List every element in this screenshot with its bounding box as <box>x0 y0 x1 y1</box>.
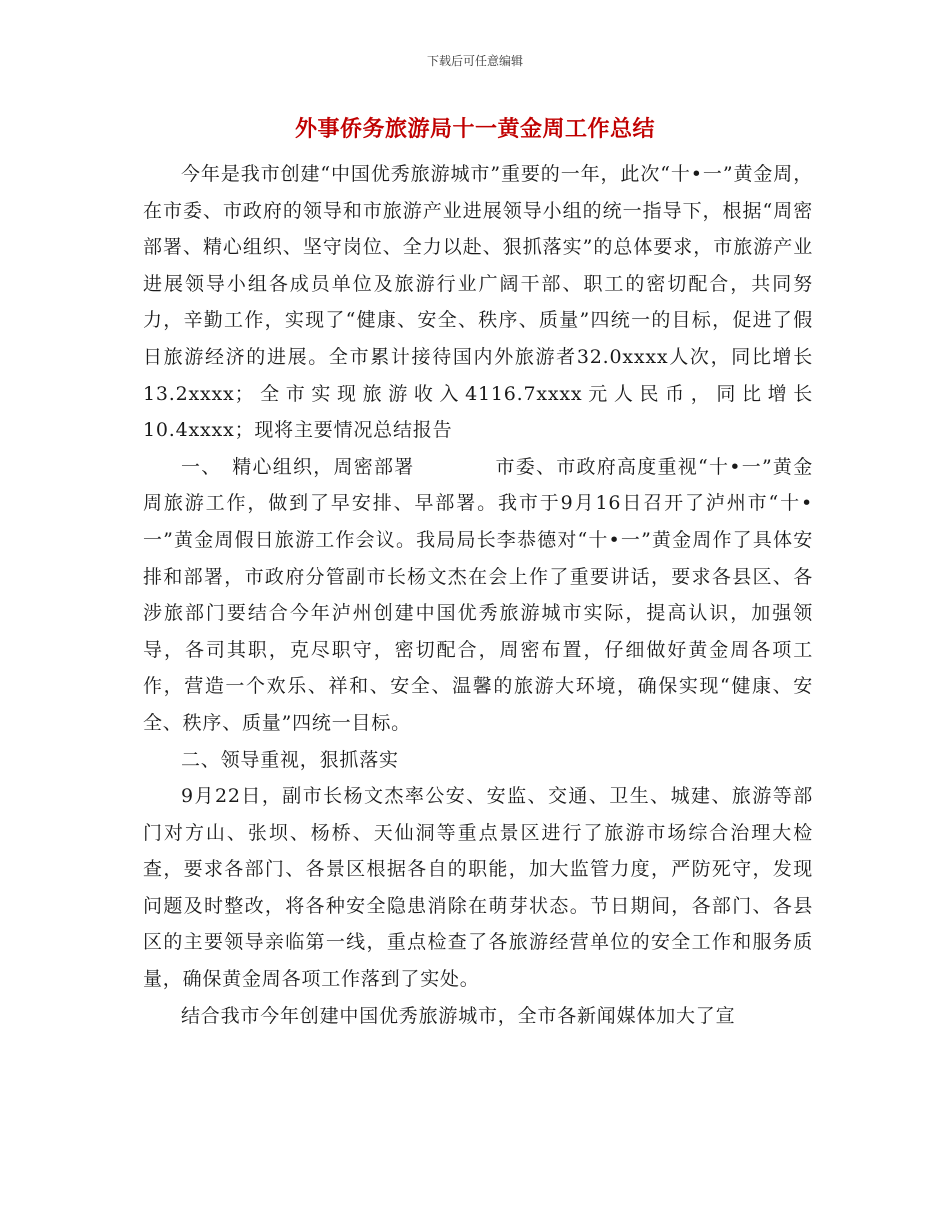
paragraph-intro: 今年是我市创建“中国优秀旅游城市”重要的一年，此次“十•一”黄金周，在市委、市政府的领导和市旅游产业进展领导小组的统一指导下，根据“周密部署、精心组织、坚守岗位、全力以赴、狠抓落实”的总体要求，市旅游产业进展领导小组各成员单位及旅游行业广阔干部、职工的密切配合，共同努力，辛勤工作，实现了“健康、安全、秩序、质量”四统一的目标，促进了假日旅游经济的进展。全市累计接待国内外旅游者32.0xxxx人次，同比增长 13.2xxxx；全市实现旅游收入4116.7xxxx元人民币，同比增长10.4xxxx；现将主要情况总结报告 <box>143 163 853 442</box>
paragraph-section-1: 一、 精心组织，周密部署 市委、市政府高度重视“十•一”黄金周旅游工作，做到了早安排、早部署。我市于9月16日召开了泸州市“十•一”黄金周假日旅游工作会议。我局局长李恭德对“十•一”黄金周作了具体安排和部署，市政府分管副市长杨文杰在会上作了重要讲话，要求各县区、各涉旅部门要结合今年泸州创建中国优秀旅游城市实际，提高认识，加强领导，各司其职，克尽职守，密切配合，周密布置，仔细做好黄金周各项工作，营造一个欢乐、祥和、安全、温馨的旅游大环境，确保实现“健康、安全、秩序、质量”四统一目标。 <box>143 455 813 734</box>
document-title: 外事侨务旅游局十一黄金周工作总结 <box>294 117 655 142</box>
header-note: 下载后可任意编辑 <box>426 54 523 68</box>
paragraph-media: 结合我市今年创建中国优秀旅游城市，全市各新闻媒体加大了宣 <box>181 1004 736 1027</box>
document-body <box>143 156 853 1034</box>
paragraph-inspection: 9月22日，副市长杨文杰率公安、安监、交通、卫生、城建、旅游等部门对方山、张坝、杨桥、天仙洞等重点景区进行了旅游市场综合治理大检查，要求各部门、各景区根据各自的职能，加大监管力度，严防死守，发现问题及时整改，将各种安全隐患消除在萌芽状态。节日期间，各部门、各县区的主要领导亲临第一线，重点检查了各旅游经营单位的安全工作和服务质量，确保黄金周各项工作落到了实处。 <box>143 785 813 991</box>
section-heading-2: 二、领导重视，狠抓落实 <box>181 748 399 771</box>
